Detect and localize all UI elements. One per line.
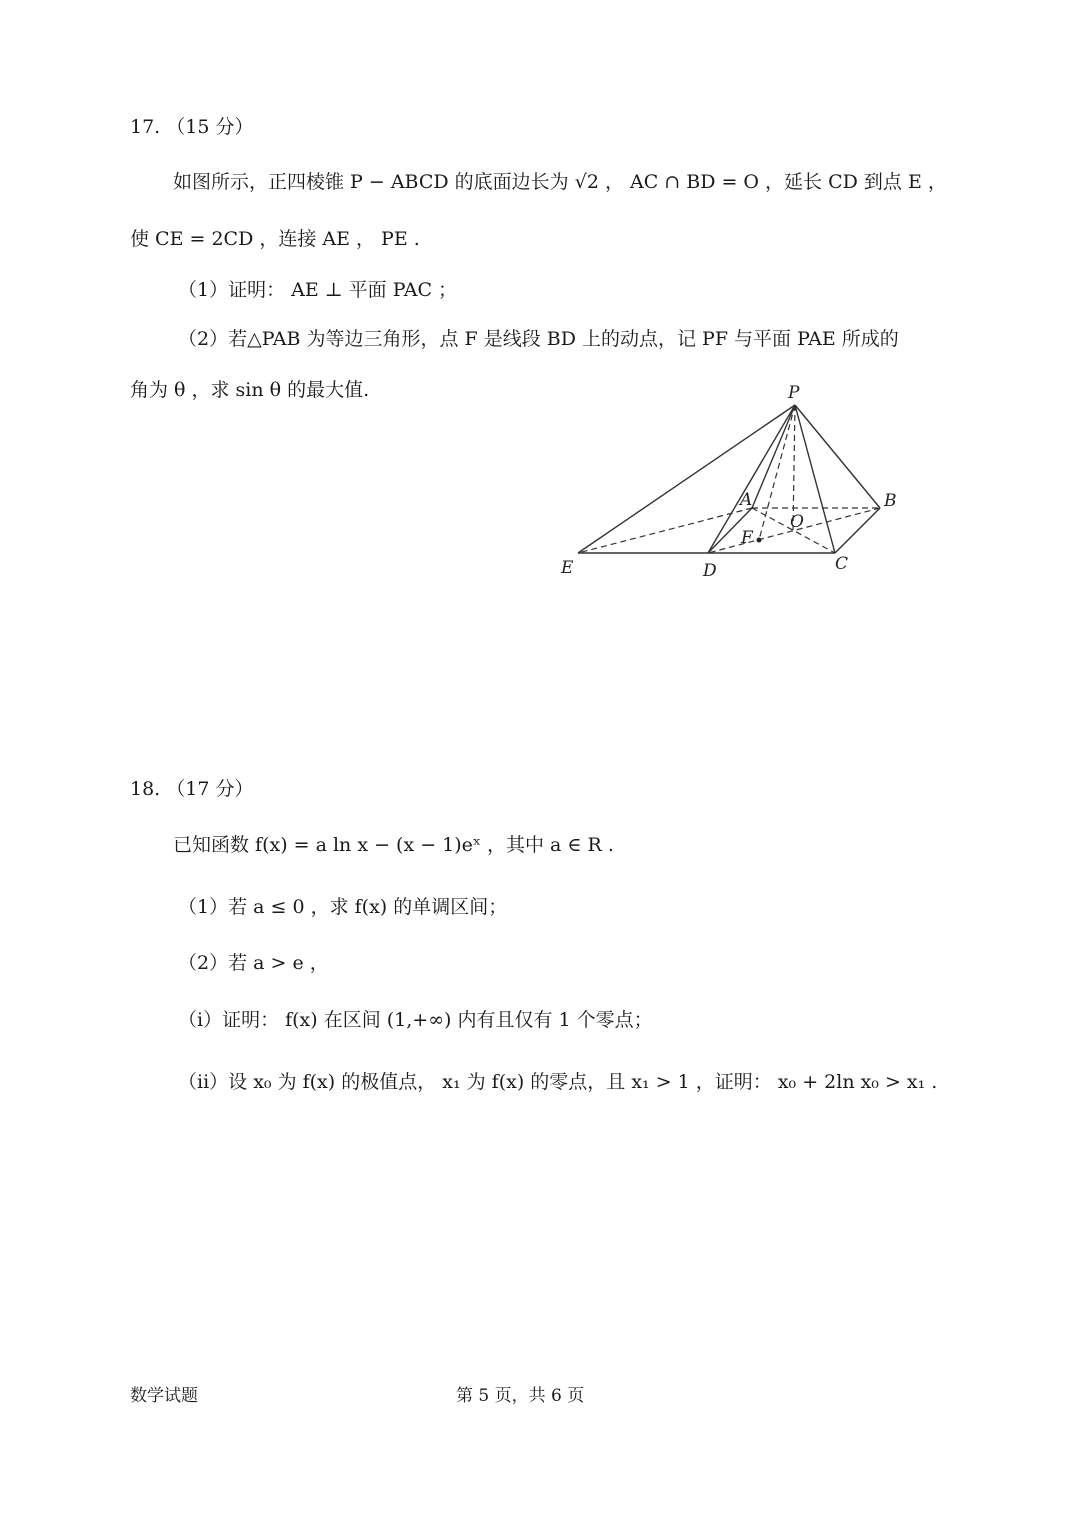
footer-page-number: 第 5 页，共 6 页 bbox=[456, 1386, 585, 1406]
q17-stem-line2: 使 CE = 2CD ，连接 AE ， PE . bbox=[130, 228, 420, 250]
label-B: B bbox=[884, 491, 897, 511]
edge-PE bbox=[578, 405, 795, 553]
edge-PB bbox=[795, 405, 880, 508]
q18-part1: （1）若 a ≤ 0 ，求 f(x) 的单调区间； bbox=[178, 896, 508, 918]
q17-header: 17. （15 分） bbox=[130, 116, 254, 138]
q18-part2: （2）若 a > e ， bbox=[178, 952, 329, 974]
point-F bbox=[757, 538, 762, 543]
label-A: A bbox=[740, 490, 753, 510]
label-O: O bbox=[790, 512, 804, 532]
label-E: E bbox=[561, 558, 574, 578]
q18-part2-ii: （ii）设 x₀ 为 f(x) 的极值点， x₁ 为 f(x) 的零点，且 x₁ > 1 ，证明： x₀ + 2ln x₀ > x₁ . bbox=[178, 1071, 938, 1093]
q17-part2-line2: 角为 θ ，求 sin θ 的最大值. bbox=[130, 379, 370, 401]
q18-part2-i: （i）证明： f(x) 在区间 (1,+∞) 内有且仅有 1 个零点； bbox=[178, 1009, 653, 1031]
dash-AE bbox=[578, 508, 752, 553]
q18-stem: 已知函数 f(x) = a ln x − (x − 1)eˣ ，其中 a ∈ R . bbox=[173, 834, 614, 856]
q17-part1: （1）证明： AE ⊥ 平面 PAC ； bbox=[178, 279, 458, 301]
label-D: D bbox=[703, 561, 717, 581]
q18-header: 18. （17 分） bbox=[130, 778, 254, 800]
footer-subject: 数学试题 bbox=[130, 1386, 198, 1406]
q17-part2-line1: （2）若△PAB 为等边三角形，点 F 是线段 BD 上的动点，记 PF 与平面 PAE 所成的 bbox=[178, 328, 899, 350]
label-P: P bbox=[788, 383, 800, 403]
label-F: F bbox=[741, 528, 753, 548]
q17-stem-line1: 如图所示，正四棱锥 P − ABCD 的底面边长为 √2 ， AC ∩ BD = O ，延长 CD 到点 E ， bbox=[173, 171, 947, 193]
edge-CB bbox=[835, 508, 880, 553]
label-C: C bbox=[835, 554, 849, 574]
